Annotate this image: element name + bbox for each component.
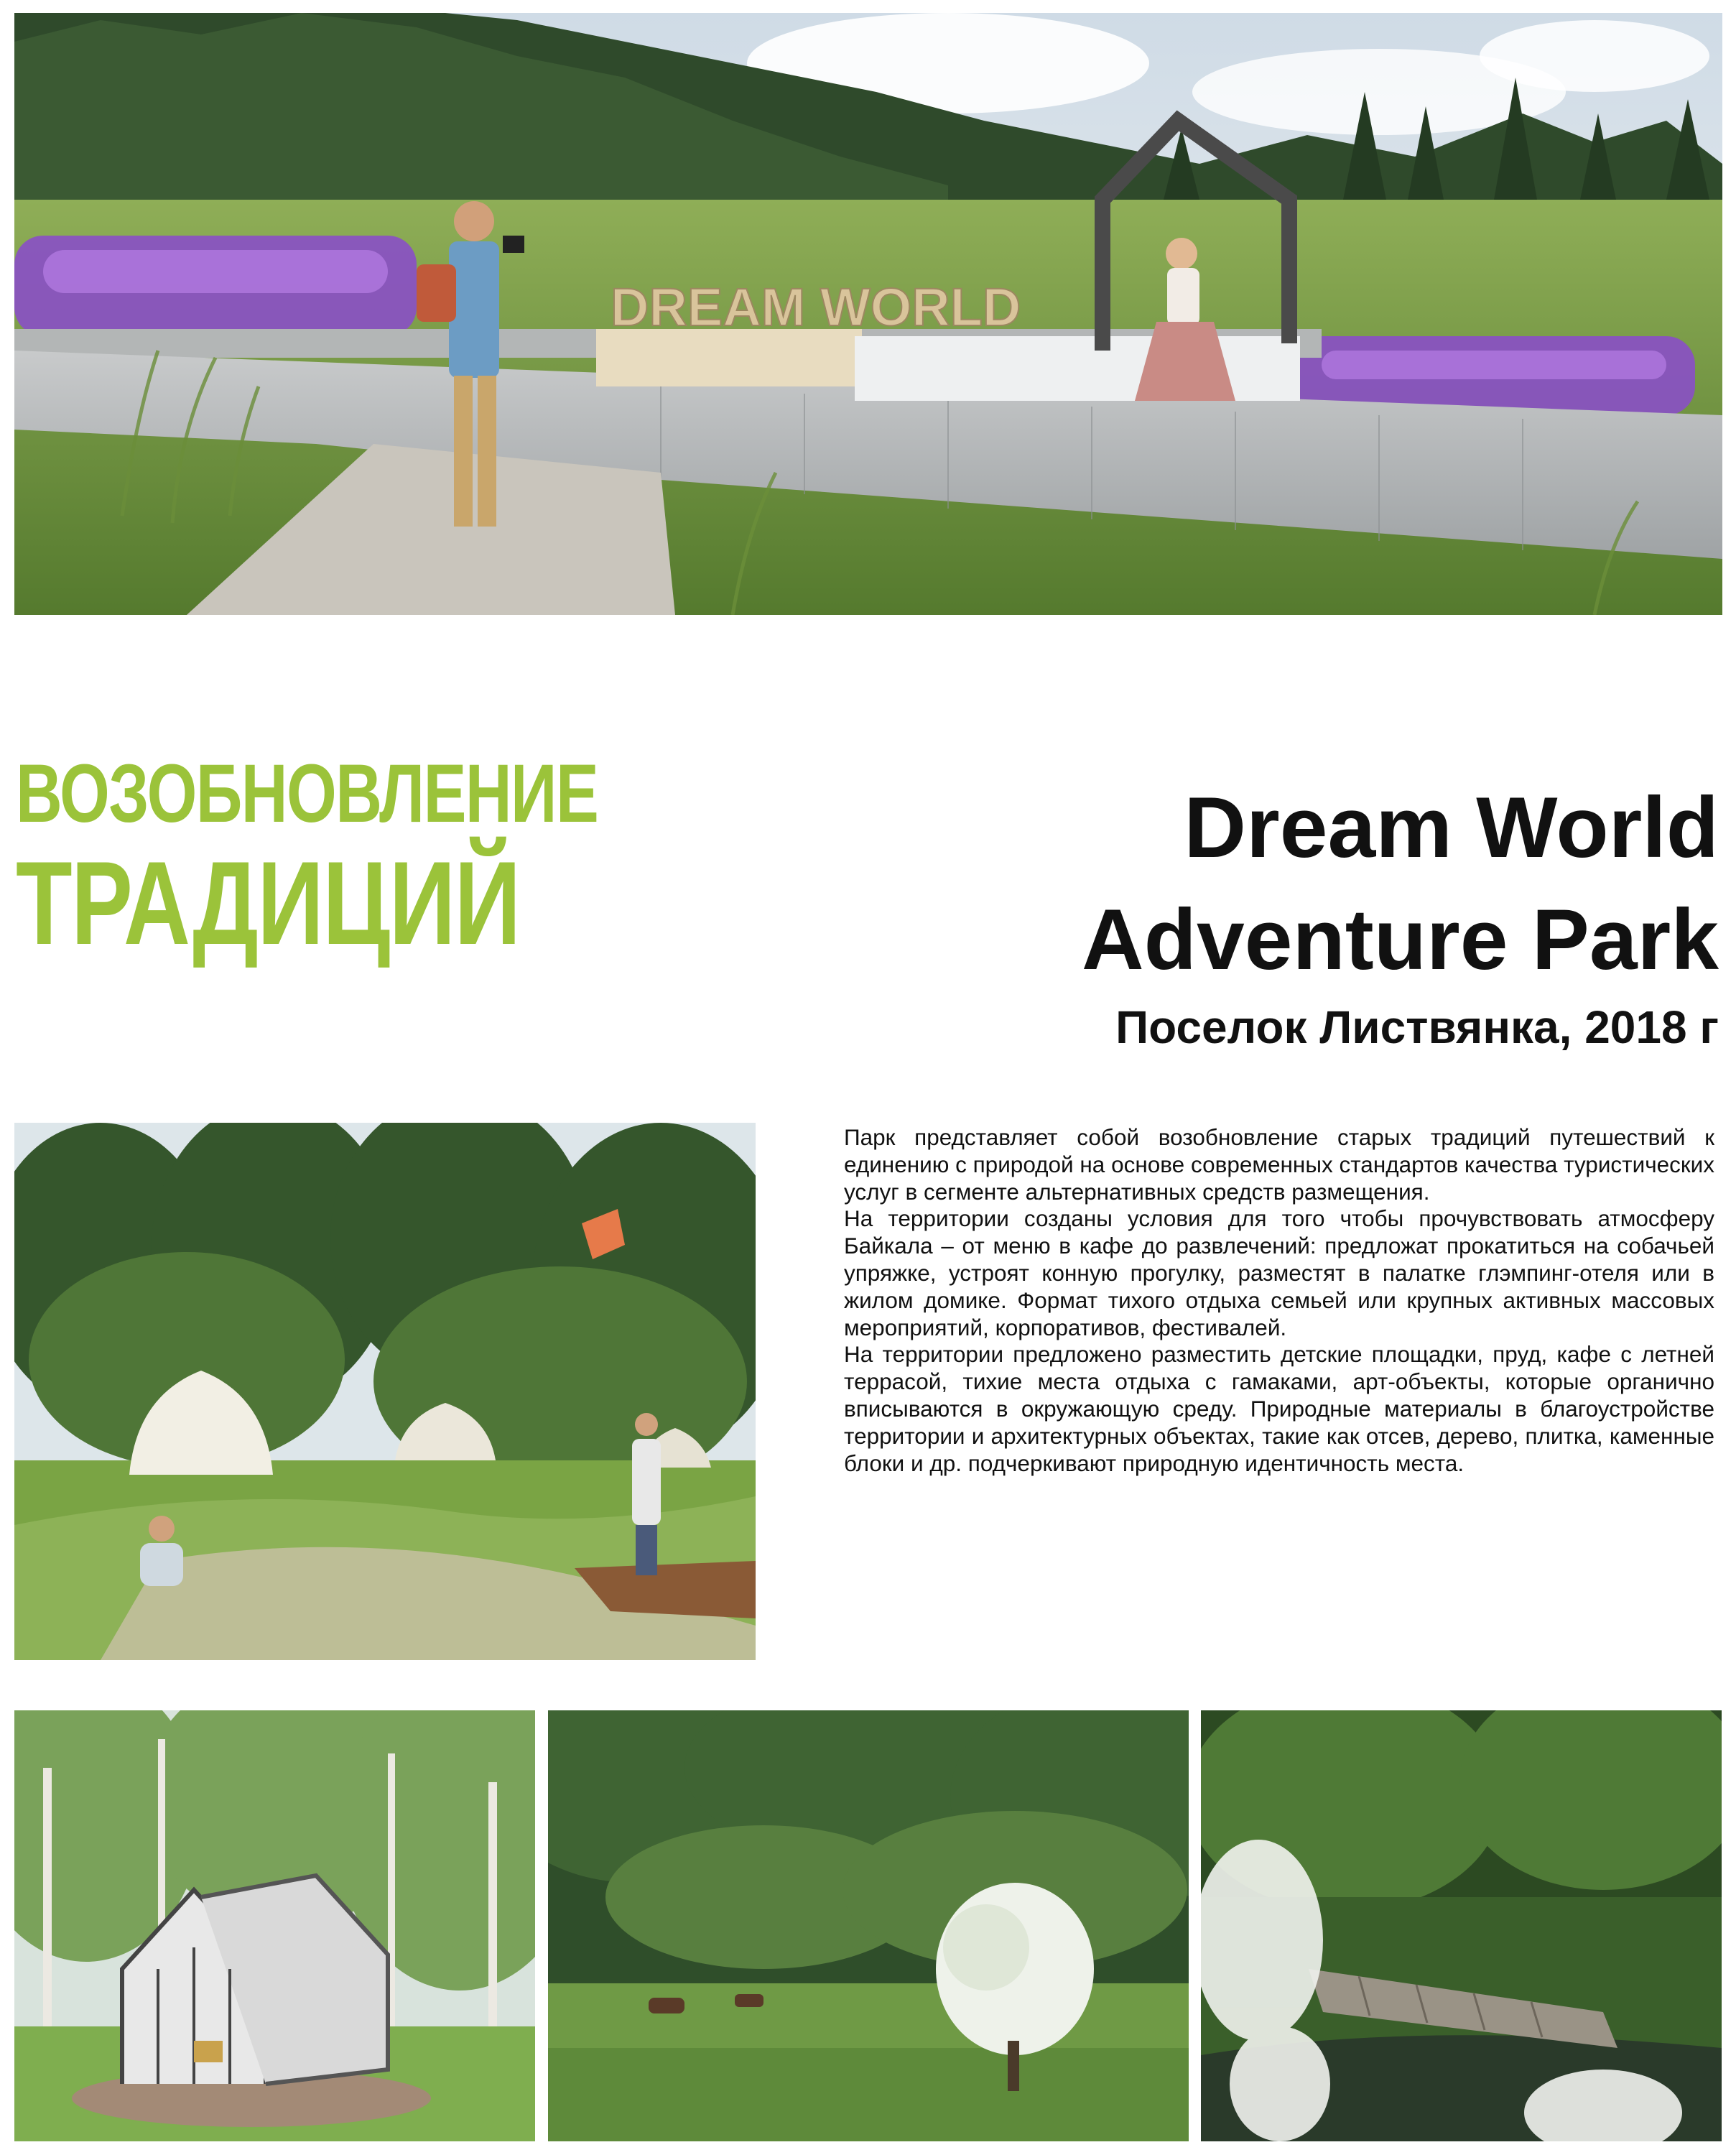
hero-scene xyxy=(14,13,1722,615)
meadow-photo xyxy=(548,1710,1189,2141)
description-paragraph: Парк представляет собой возобновление старых традиций путешествий к единению с природой на основе современных стандартов качества туристических услуг в сегменте альтернативных средств размещения. xyxy=(844,1124,1714,1205)
hero-rendering xyxy=(14,13,1722,615)
creek-scene xyxy=(1201,1710,1722,2141)
cabin-scene xyxy=(14,1710,535,2141)
project-title xyxy=(857,779,1719,1053)
left-heading xyxy=(16,748,662,969)
glamping-scene xyxy=(14,1123,756,1660)
description-paragraph: На территории созданы условия для того чтобы прочувствовать атмосферу Байкала – от меню в кафе до развлечений: предложат прокатиться на собачьей упряжке, устроят конную прогулку, разместят в палатке глэмпинг-отеля или в жилом домике. Формат тихого отдыха семьей или крупных активных массовых мероприятий, корпоративов, фестивалей. xyxy=(844,1205,1714,1340)
glamping-rendering xyxy=(14,1123,756,1660)
left-heading-line2: ТРАДИЦИЙ xyxy=(16,837,520,969)
left-heading-line1: ВОЗОБНОВЛЕНИЕ xyxy=(16,748,598,840)
project-title-line2: Adventure Park xyxy=(1082,891,1719,988)
cabin-rendering xyxy=(14,1710,535,2141)
project-subtitle: Поселок Листвянка, 2018 г xyxy=(1115,1001,1719,1053)
meadow-scene xyxy=(548,1710,1189,2141)
description-paragraph: На территории предложено разместить детские площадки, пруд, кафе с летней террасой, тихие места отдыха с гамаками, арт-объекты, которые органично вписываются в окружающую среду. Природные материалы в благоустройстве территории и архитектурных объектах, такие как отсев, дерево, плитка, каменные блоки и др. подчеркивают природную идентичность места. xyxy=(844,1341,1714,1476)
project-description xyxy=(844,1124,1714,1477)
creek-bridge-photo xyxy=(1201,1710,1722,2141)
project-title-line1: Dream World xyxy=(1184,779,1719,876)
hero-sign-text: DREAM WORLD xyxy=(611,277,1021,337)
